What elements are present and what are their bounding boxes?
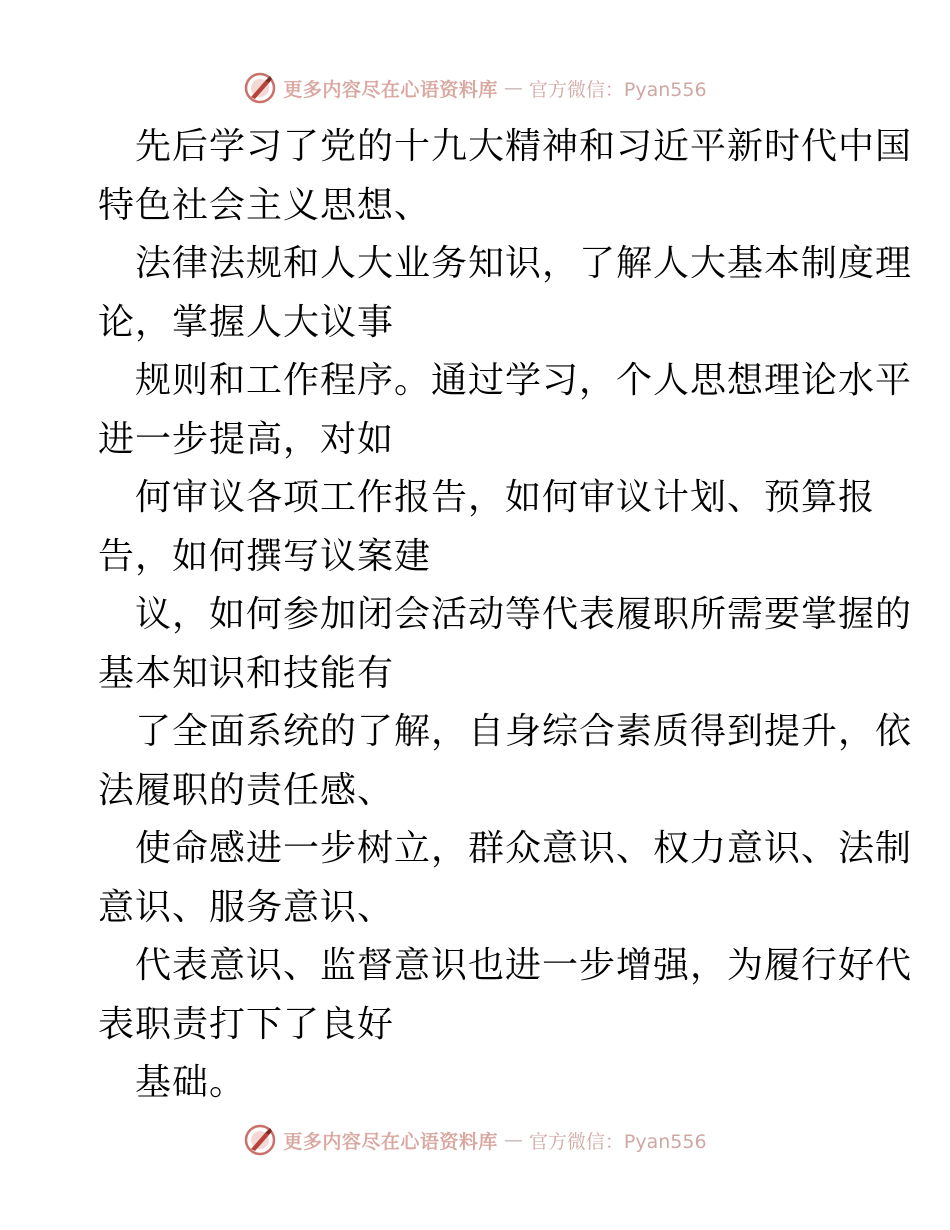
paragraph-line: 论，掌握人大议事 (98, 301, 395, 343)
banner-title: 更多内容尽在心语资料库 (283, 78, 498, 101)
paragraph-line: 法律法规和人大业务知识，了解人大基本制度理 (135, 243, 913, 284)
paragraph-line: 特色社会主义思想、 (98, 184, 432, 226)
paragraph-line: 规则和工作程序。通过学习，个人思想理论水平 (135, 360, 913, 401)
paragraph-line: 了全面系统的了解，自身综合素质得到提升，依 (135, 711, 913, 752)
pen-circle-logo-icon (243, 71, 277, 105)
paragraph (98, 469, 876, 586)
banner-separator: — (503, 1129, 523, 1151)
paragraph (98, 586, 913, 703)
paragraph (98, 352, 913, 469)
paragraph-line: 进一步提高，对如 (98, 418, 395, 460)
paragraph (98, 235, 913, 352)
pen-circle-logo-icon (243, 1123, 277, 1157)
paragraph-line: 法履职的责任感、 (98, 769, 395, 811)
footer-banner (0, 1120, 950, 1160)
paragraph-line: 何审议各项工作报告，如何审议计划、预算报 (135, 477, 876, 518)
paragraph-line: 议，如何参加闭会活动等代表履职所需要掌握的 (135, 594, 913, 635)
paragraph-line: 使命感进一步树立，群众意识、权力意识、法制 (135, 828, 913, 869)
paragraph-line: 基础。 (135, 1062, 247, 1103)
paragraph-line: 先后学习了党的十九大精神和习近平新时代中国 (135, 126, 913, 167)
paragraph-line: 基本知识和技能有 (98, 652, 395, 694)
banner-wechat-id: 官方微信：Pyan556 (528, 1130, 707, 1153)
banner-separator: — (503, 77, 523, 99)
header-banner (0, 68, 950, 108)
paragraph (98, 1054, 858, 1113)
paragraph-line: 表职责打下了良好 (98, 1003, 395, 1045)
paragraph-line: 意识、服务意识、 (98, 886, 395, 928)
paragraph (98, 937, 913, 1054)
document-body (98, 118, 913, 1113)
paragraph-line: 代表意识、监督意识也进一步增强，为履行好代 (135, 945, 913, 986)
paragraph (98, 118, 913, 235)
paragraph (98, 703, 913, 820)
paragraph-line: 告，如何撰写议案建 (98, 535, 432, 577)
banner-wechat-id: 官方微信：Pyan556 (528, 78, 707, 101)
banner-title: 更多内容尽在心语资料库 (283, 1130, 498, 1153)
paragraph (98, 820, 913, 937)
